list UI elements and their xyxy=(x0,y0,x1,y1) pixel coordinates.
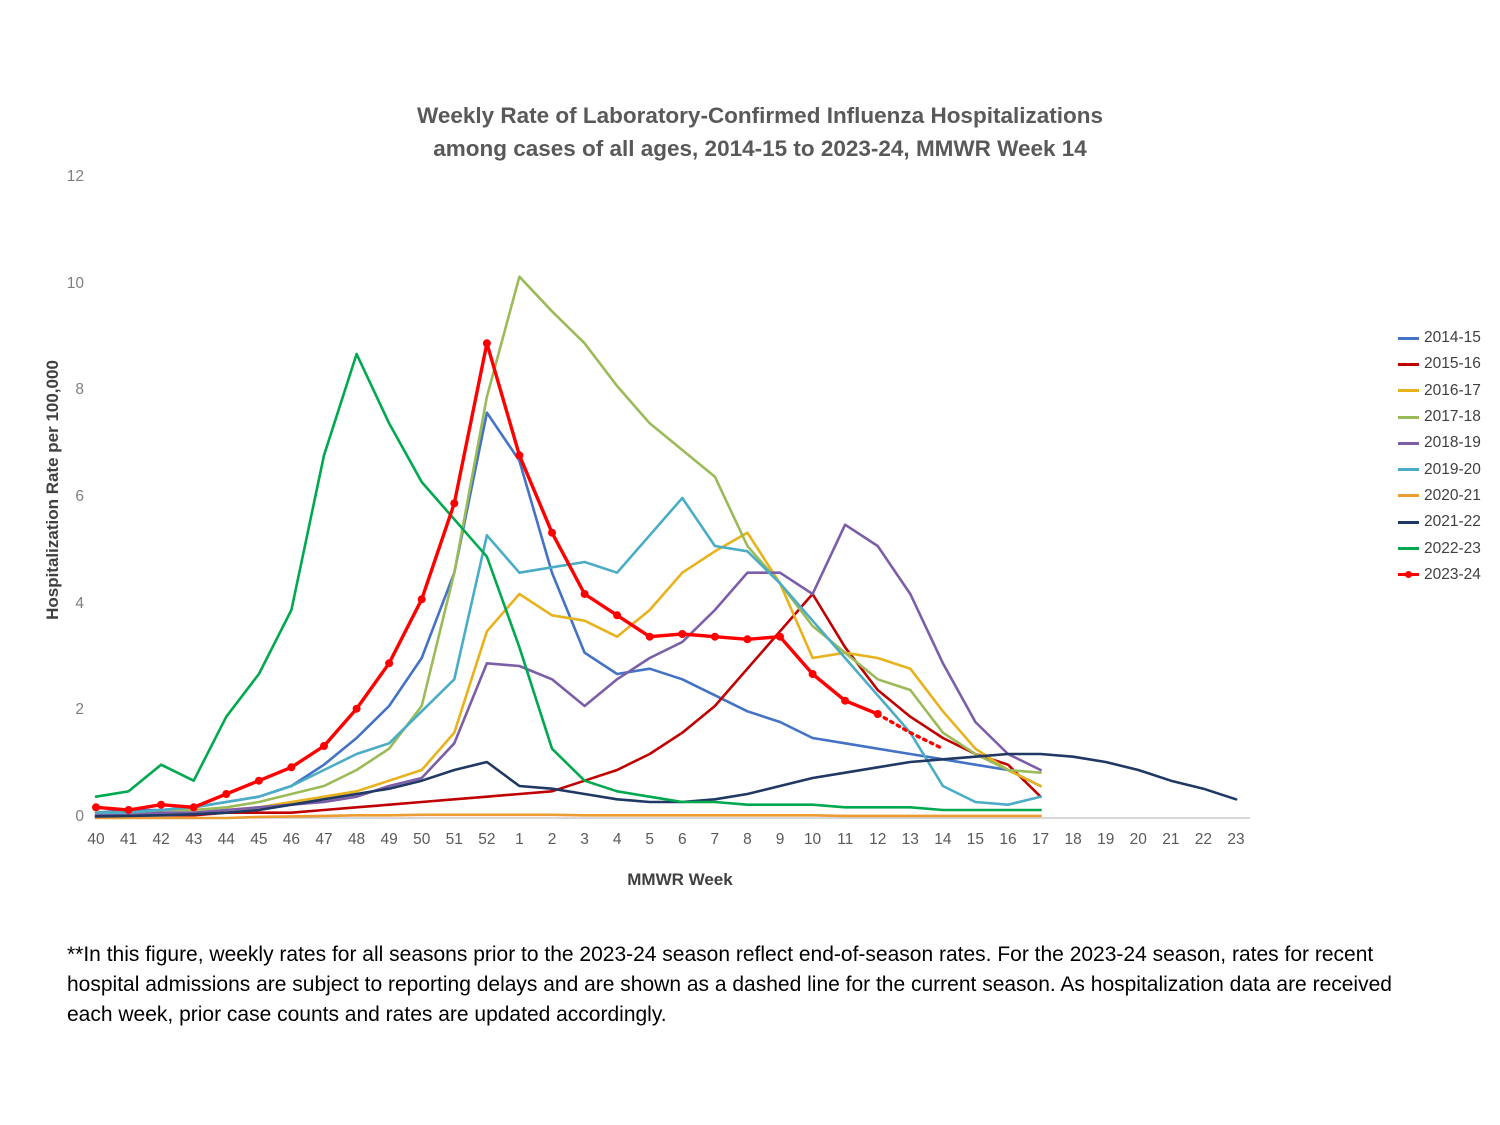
chart-legend xyxy=(1398,325,1481,588)
y-tick-label: 12 xyxy=(66,168,84,185)
y-tick-label: 2 xyxy=(75,701,84,719)
x-tick-label: 19 xyxy=(1097,831,1115,848)
x-tick-label: 51 xyxy=(445,831,463,848)
series-marker xyxy=(157,801,165,809)
y-tick-label: 6 xyxy=(75,488,84,505)
legend-item[interactable] xyxy=(1398,562,1481,588)
legend-item[interactable] xyxy=(1398,404,1481,430)
x-tick-label: 40 xyxy=(87,831,105,848)
series-marker xyxy=(353,705,361,713)
x-tick-label: 41 xyxy=(119,831,138,848)
legend-item[interactable] xyxy=(1398,535,1481,561)
x-tick-label: 49 xyxy=(380,831,398,848)
x-tick-label: 6 xyxy=(677,831,687,848)
x-tick-label: 15 xyxy=(966,831,985,848)
series-marker xyxy=(809,670,817,678)
series-marker xyxy=(743,635,751,643)
legend-color-swatch xyxy=(1398,494,1419,497)
legend-color-swatch xyxy=(1398,547,1419,550)
x-tick-label: 14 xyxy=(934,831,952,848)
legend-item[interactable] xyxy=(1398,483,1481,509)
legend-item-label: 2020-21 xyxy=(1424,486,1481,504)
x-tick-label: 1 xyxy=(515,831,524,848)
x-tick-label: 52 xyxy=(478,831,496,848)
x-tick-label: 50 xyxy=(413,831,431,848)
series-line xyxy=(96,354,1041,810)
series-line xyxy=(96,525,1041,816)
x-tick-label: 18 xyxy=(1064,831,1082,848)
series-marker xyxy=(776,633,784,641)
legend-color-swatch xyxy=(1398,468,1419,471)
legend-item-label: 2021-22 xyxy=(1424,513,1481,531)
x-tick-label: 16 xyxy=(999,831,1017,848)
series-marker xyxy=(222,790,230,798)
chart-title-line-1: Weekly Rate of Laboratory-Confirmed Influenza Hospitalizations xyxy=(417,103,1103,128)
legend-item-label: 2015-16 xyxy=(1424,355,1481,373)
x-tick-label: 44 xyxy=(217,831,235,848)
legend-item[interactable] xyxy=(1398,378,1481,404)
x-tick-label: 20 xyxy=(1129,831,1147,848)
y-tick-label: 4 xyxy=(75,594,84,612)
x-tick-label: 4 xyxy=(612,831,622,848)
series-line xyxy=(96,277,1041,813)
series-marker xyxy=(646,633,654,641)
legend-color-swatch xyxy=(1398,389,1419,392)
series-line xyxy=(96,533,1041,813)
legend-item-label: 2023-24 xyxy=(1424,565,1481,583)
x-tick-label: 11 xyxy=(837,831,854,848)
series-line xyxy=(96,413,1041,813)
series-marker xyxy=(678,630,686,638)
legend-color-swatch xyxy=(1398,442,1419,445)
series-marker xyxy=(125,806,133,814)
x-tick-label: 47 xyxy=(315,831,333,848)
x-tick-label: 23 xyxy=(1227,831,1245,848)
series-line xyxy=(96,594,1041,815)
series-marker xyxy=(874,710,882,718)
figure-footnote: **In this figure, weekly rates for all seasons prior to the 2023-24 season reflect end-of-season rates. For the 2023-24 season, rates for recent hospital admissions are subject to reporting delays and are shown as a dashed line for the current season. As hospitalization data are received each week, prior case counts and rates are updated accordingly. xyxy=(67,943,1392,1026)
legend-color-swatch xyxy=(1398,521,1419,524)
legend-item-label: 2016-17 xyxy=(1424,381,1481,399)
x-tick-label: 43 xyxy=(185,831,203,848)
y-tick-label: 8 xyxy=(75,381,84,399)
legend-item[interactable] xyxy=(1398,351,1481,377)
legend-item-label: 2019-20 xyxy=(1424,460,1481,478)
x-tick-label: 45 xyxy=(250,831,268,848)
x-tick-label: 22 xyxy=(1194,831,1213,848)
legend-item[interactable] xyxy=(1398,509,1481,535)
series-marker xyxy=(515,451,523,459)
x-tick-label: 5 xyxy=(645,831,655,848)
legend-item-label: 2018-19 xyxy=(1424,434,1481,452)
series-marker xyxy=(287,763,295,771)
series-marker xyxy=(450,499,458,507)
series-marker xyxy=(548,529,556,537)
y-axis-title: Hospitalization Rate per 100,000 xyxy=(43,360,62,620)
series-marker xyxy=(711,633,719,641)
x-tick-label: 10 xyxy=(803,831,822,848)
x-tick-label: 3 xyxy=(580,831,589,848)
legend-item[interactable] xyxy=(1398,456,1481,482)
x-tick-label: 13 xyxy=(901,831,919,848)
chart-title-line-2: among cases of all ages, 2014-15 to 2023-24, MMWR Week 14 xyxy=(433,135,1087,161)
legend-item[interactable] xyxy=(1398,430,1481,456)
x-tick-label: 21 xyxy=(1162,831,1180,848)
x-tick-label: 8 xyxy=(743,831,752,848)
x-tick-label: 48 xyxy=(347,831,366,848)
series-marker xyxy=(385,659,393,667)
legend-color-swatch xyxy=(1398,363,1419,366)
legend-item-label: 2014-15 xyxy=(1424,329,1481,347)
x-tick-label: 46 xyxy=(282,831,301,848)
series-marker xyxy=(841,697,849,705)
legend-color-swatch xyxy=(1398,573,1419,576)
series-marker xyxy=(418,595,426,603)
x-tick-label: 12 xyxy=(869,831,887,848)
x-tick-label: 2 xyxy=(547,831,557,848)
series-marker xyxy=(483,339,491,347)
x-tick-label: 7 xyxy=(710,831,720,848)
legend-item-label: 2022-23 xyxy=(1424,539,1481,557)
y-tick-label: 0 xyxy=(75,808,84,825)
series-marker xyxy=(190,803,198,811)
x-axis-title: MMWR Week xyxy=(627,870,733,889)
x-tick-label: 9 xyxy=(775,831,785,848)
legend-color-swatch xyxy=(1398,337,1419,340)
legend-item-label: 2017-18 xyxy=(1424,408,1481,426)
series-marker xyxy=(320,742,328,750)
legend-color-swatch xyxy=(1398,416,1419,419)
series-marker xyxy=(92,803,100,811)
y-tick-label: 10 xyxy=(66,274,84,292)
series-marker xyxy=(581,590,589,598)
x-tick-label: 17 xyxy=(1031,831,1050,848)
x-tick-label: 42 xyxy=(152,831,170,848)
series-marker xyxy=(613,611,621,619)
series-marker xyxy=(255,777,263,785)
legend-item[interactable] xyxy=(1398,325,1481,351)
